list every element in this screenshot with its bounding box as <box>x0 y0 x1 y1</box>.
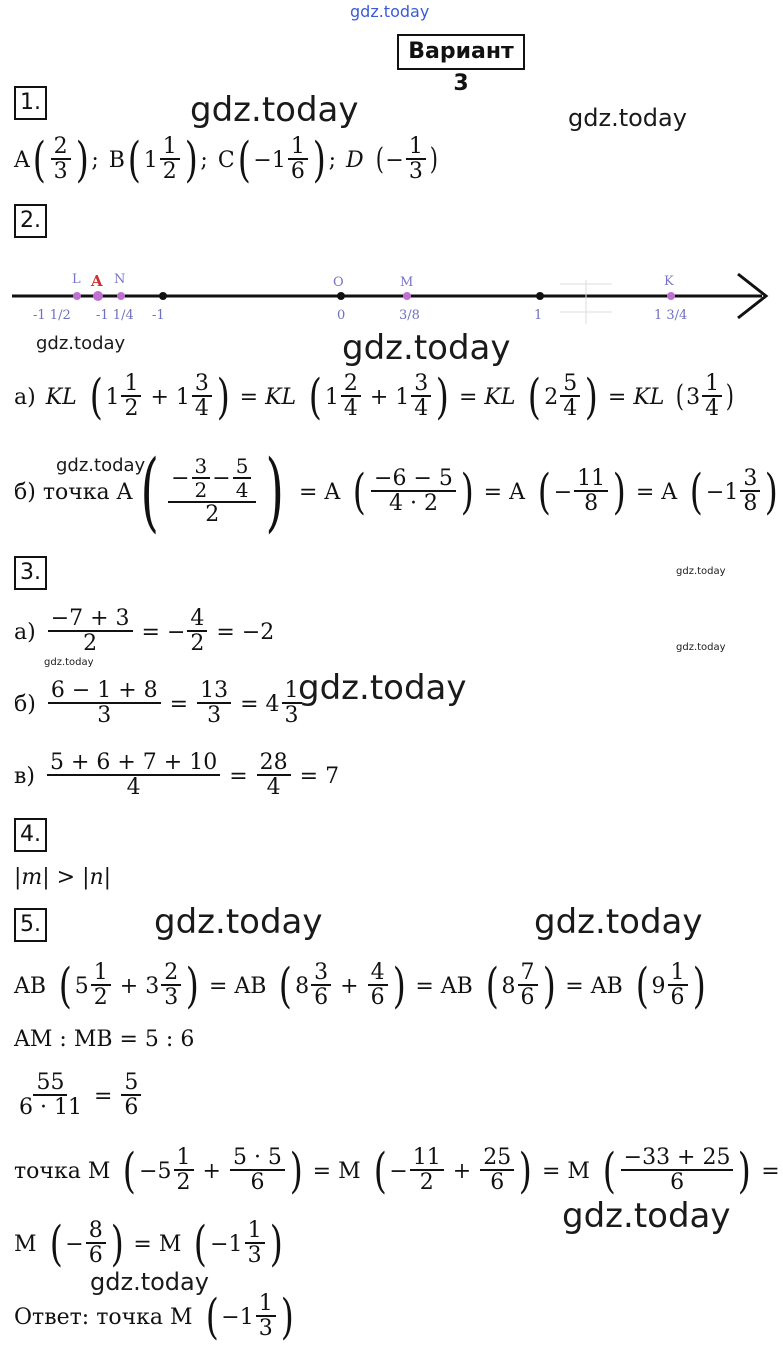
task-4-number: 4. <box>14 818 47 852</box>
task-5-point-m: точка M ( −5 $\frac{1}{2}$ + $\frac{5 \cdot 5}{6}$ ) = M ( − $\frac{11}{2}$ + $\frac{25}{6}$ ) = M ( $\frac{-33 + 25}{6}$ ) = <box>14 1143 780 1199</box>
watermark: gdz.today <box>562 1196 731 1236</box>
watermark: gdz.today <box>154 902 323 942</box>
variant-title: Вариант 3 <box>397 34 525 70</box>
task-2b-expression: б) точка A ( − $\frac{3}{2}$ − $\frac{5}{4}$ 2 ) = A ( $\frac{-6 - 5}{4 \cdot 2}$ ) = A ( − $\frac{11}{8}$ ) = A ( −1 $\frac{3}{8}$ ) <box>14 442 779 542</box>
task-4-inequality: |m| > |n| <box>14 864 112 890</box>
watermark: gdz.today <box>676 566 726 577</box>
tick-label: 3/8 <box>399 308 420 323</box>
tick-label: -1 <box>152 308 165 323</box>
task-2-number: 2. <box>14 204 47 238</box>
task-5-number: 5. <box>14 908 47 942</box>
watermark: gdz.today <box>342 328 511 368</box>
tick-label: 0 <box>337 308 346 323</box>
task-1-points: A ( $\frac{2}{3}$ ) ; B ( 1 $\frac{1}{2}$ ) ; C ( −1 $\frac{1}{6}$ ) ; D ( − $\frac{1}{3}$ ) <box>14 132 438 188</box>
task-5-m-result: M ( − $\frac{8}{6}$ ) = M ( −1 $\frac{1}{3}$ ) <box>14 1216 283 1272</box>
point-name: D <box>346 147 364 173</box>
watermark: gdz.today <box>56 455 146 476</box>
point-name: B <box>108 147 125 173</box>
task-3c: в) $\frac{5 + 6 + 7 + 10}{4}$ = $\frac{28}{4}$ = 7 <box>14 750 340 801</box>
point-label: M <box>400 275 414 290</box>
number-line <box>0 262 783 332</box>
point-label: K <box>664 274 674 289</box>
watermark: gdz.today <box>36 333 126 354</box>
point-name: C <box>217 147 235 173</box>
watermark: gdz.today <box>44 657 94 668</box>
tick-label: -1 1/4 <box>96 308 134 323</box>
task-5-ratio: AM : MB = 5 : 6 <box>14 1026 195 1052</box>
task-2a-expression: а) KL ( 1 $\frac{1}{2}$ + 1 $\frac{3}{4}$ ) = KL ( 1 $\frac{2}{4}$ + 1 $\frac{3}{4}$ ) = KL ( 2 $\frac{5}{4}$ ) = KL ( 3 $\frac{1}{4}$ ) <box>14 369 735 425</box>
tick-label: -1 1/2 <box>33 308 71 323</box>
task-1-number: 1. <box>14 86 47 120</box>
point-label: A <box>91 272 103 290</box>
task-5-answer: Ответ: точка M ( −1 $\frac{1}{3}$ ) <box>14 1289 294 1345</box>
point-label: L <box>72 272 81 287</box>
point-label: N <box>114 272 126 287</box>
point-label: O <box>333 275 344 290</box>
tick-label: 1 3/4 <box>654 308 688 323</box>
watermark-top: gdz.today <box>350 2 430 21</box>
task-5-line1: AB ( 5 $\frac{1}{2}$ + 3 $\frac{2}{3}$ ) = AB ( 8 $\frac{3}{6}$ + $\frac{4}{6}$ ) = AB ( 8 $\frac{7}{6}$ ) = AB ( 9 $\frac{1}{6}$ ) <box>14 958 706 1014</box>
tick-label: 1 <box>534 308 543 323</box>
task-5-fraction: $\frac{55}{6 \cdot 11}$ = $\frac{5}{6}$ <box>14 1064 143 1128</box>
point-name: A <box>14 147 30 173</box>
task-3b: б) $\frac{6 - 1 + 8}{3}$ = $\frac{13}{3}$ = 4 $\frac{1}{3}$ <box>14 672 304 736</box>
watermark: gdz.today <box>298 668 467 708</box>
watermark: gdz.today <box>90 1268 209 1296</box>
watermark: gdz.today <box>190 90 359 130</box>
watermark: gdz.today <box>568 104 687 132</box>
task-3a: а) $\frac{-7 + 3}{2}$ = − $\frac{4}{2}$ = −2 <box>14 606 275 657</box>
watermark: gdz.today <box>534 902 703 942</box>
watermark: gdz.today <box>676 642 726 653</box>
task-3-number: 3. <box>14 556 47 590</box>
